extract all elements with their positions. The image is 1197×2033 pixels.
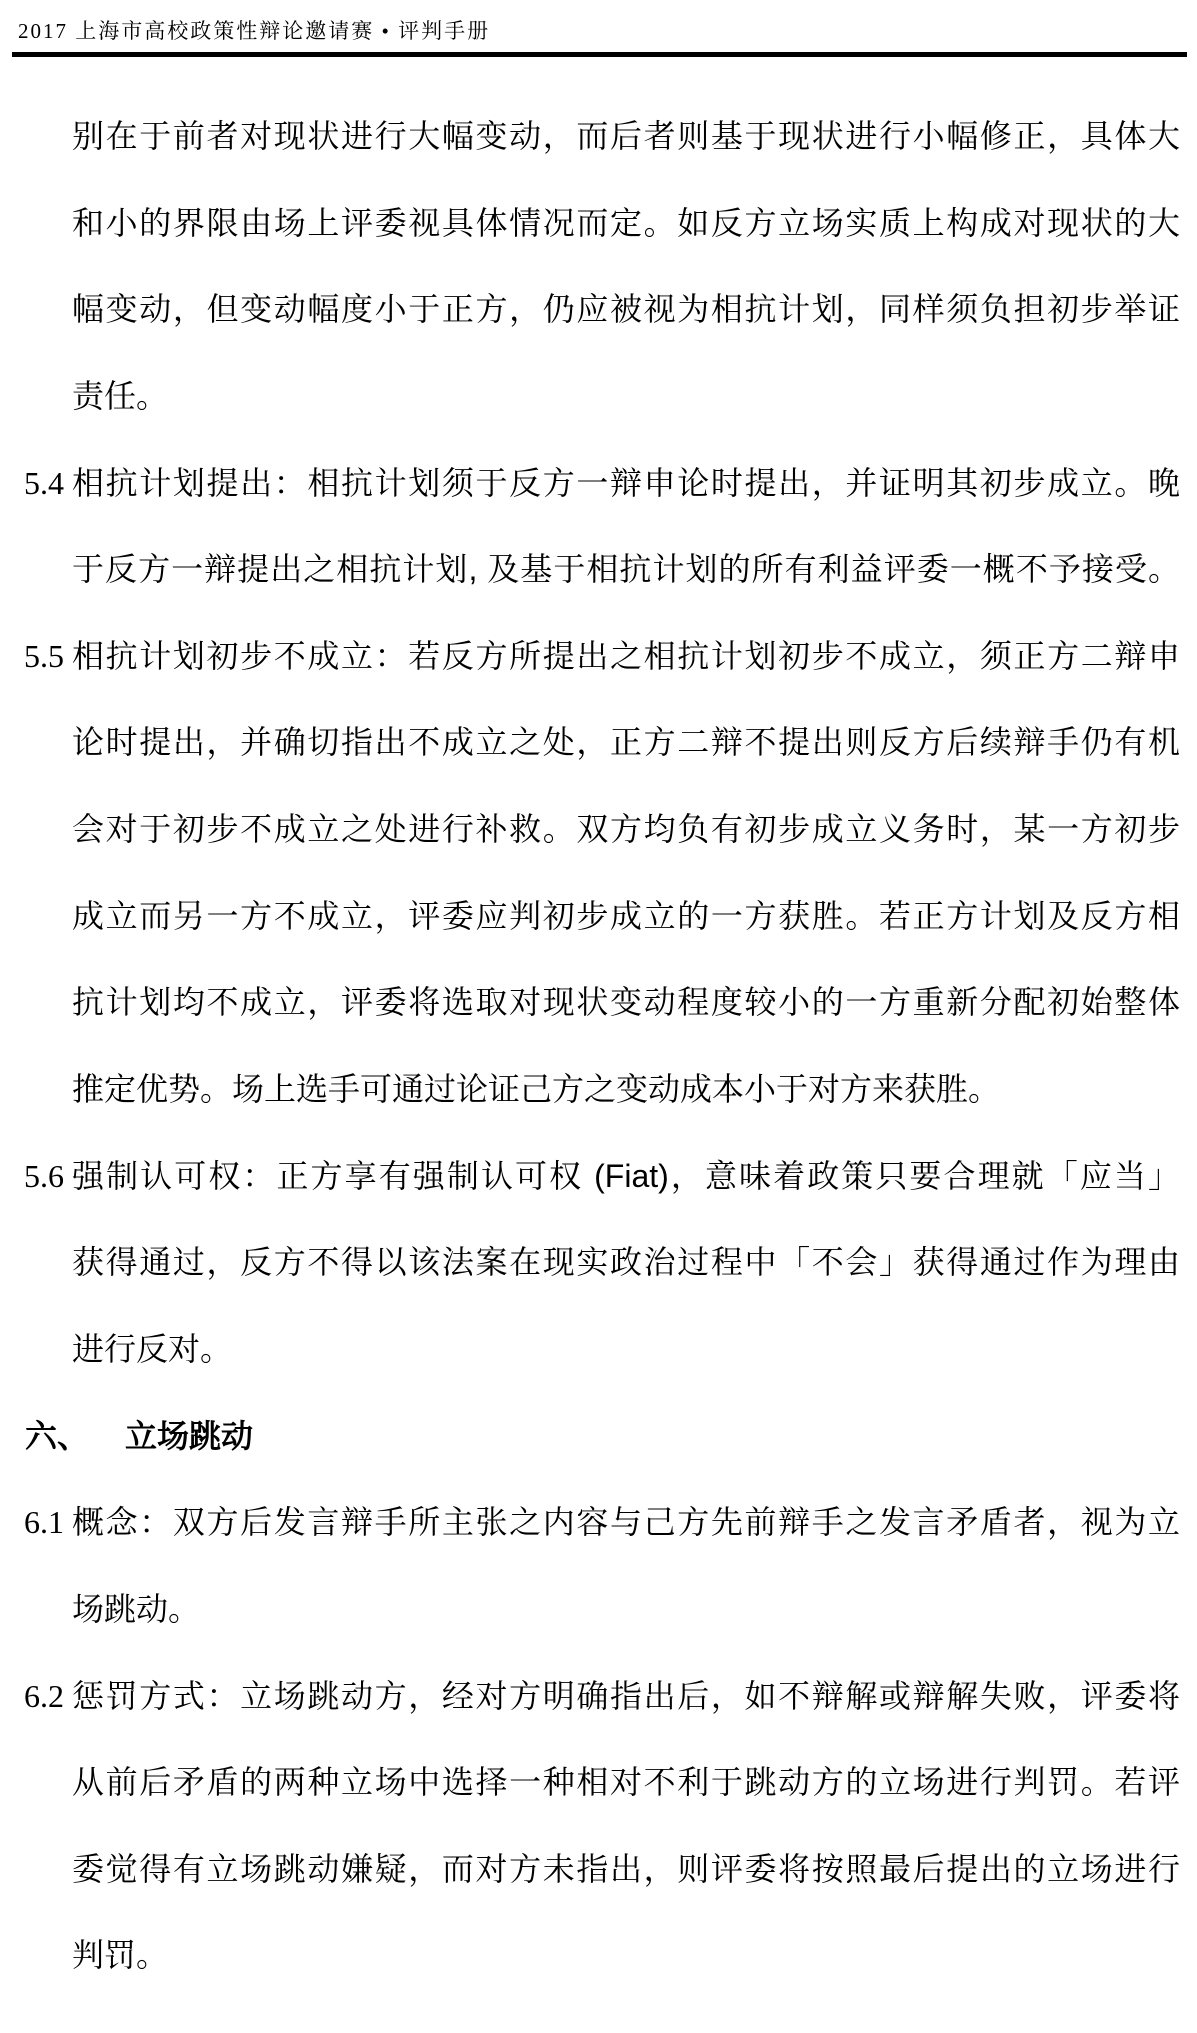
item-number: 5.5 xyxy=(24,637,64,674)
text-line: 惩罚方式：立场跳动方，经对方明确指出后，如不辩解或辩解失败，评委将 xyxy=(72,1677,1180,1714)
doc-line xyxy=(0,180,1197,267)
text-line: 别在于前者对现状进行大幅变动，而后者则基于现状进行小幅修正，具体大 xyxy=(72,118,1180,154)
doc-line xyxy=(0,959,1197,1046)
doc-line xyxy=(0,1653,1197,1740)
text-line: 抗计划均不成立，评委将选取对现状变动程度较小的一方重新分配初始整体 xyxy=(72,984,1180,1021)
text-line: 获得通过，反方不得以该法案在现实政治过程中「不会」获得通过作为理由 xyxy=(72,1244,1180,1281)
text-line: 论时提出，并确切指出不成立之处，正方二辩不提出则反方后续辩手仍有机 xyxy=(72,724,1180,761)
document-body xyxy=(0,93,1197,1999)
doc-line xyxy=(0,1739,1197,1826)
text-line: 于反方一辩提出之相抗计划, 及基于相抗计划的所有利益评委一概不予接受。 xyxy=(72,551,1180,588)
doc-line xyxy=(0,699,1197,786)
doc-line xyxy=(0,353,1197,440)
doc-line xyxy=(0,786,1197,873)
section-heading xyxy=(0,1393,1197,1480)
text-line: 推定优势。场上选手可通过论证己方之变动成本小于对方来获胜。 xyxy=(72,1071,1001,1108)
text-line: 强制认可权：正方享有强制认可权 (Fiat)，意味着政策只要合理就「应当」 xyxy=(72,1157,1180,1194)
doc-line xyxy=(0,1306,1197,1393)
text-line: 责任。 xyxy=(72,377,169,414)
header-title: 2017 上海市高校政策性辩论邀请赛 • 评判手册 xyxy=(18,19,491,43)
text-line: 和小的界限由场上评委视具体情况而定。如反方立场实质上构成对现状的大 xyxy=(72,204,1180,241)
header-rule xyxy=(12,52,1187,57)
text-line: 相抗计划初步不成立：若反方所提出之相抗计划初步不成立，须正方二辩申 xyxy=(72,637,1180,674)
section-number: 六、 xyxy=(25,1417,90,1454)
doc-line xyxy=(0,1912,1197,1999)
doc-line xyxy=(0,440,1197,527)
text-line: 判罚。 xyxy=(72,1937,169,1974)
text-line: 进行反对。 xyxy=(72,1330,233,1367)
text-line: 委觉得有立场跳动嫌疑，而对方未指出，则评委将按照最后提出的立场进行 xyxy=(72,1850,1180,1887)
doc-line xyxy=(0,526,1197,613)
item-number: 6.2 xyxy=(24,1677,64,1714)
doc-line xyxy=(0,613,1197,700)
doc-line xyxy=(0,1826,1197,1913)
text-line: 从前后矛盾的两种立场中选择一种相对不利于跳动方的立场进行判罚。若评 xyxy=(72,1764,1180,1801)
doc-line xyxy=(0,266,1197,353)
text-line: 幅变动，但变动幅度小于正方，仍应被视为相抗计划，同样须负担初步举证 xyxy=(72,291,1180,328)
doc-line xyxy=(0,93,1197,180)
text-line: 相抗计划提出：相抗计划须于反方一辩申论时提出，并证明其初步成立。晚 xyxy=(72,464,1180,501)
doc-line xyxy=(0,1133,1197,1220)
doc-line xyxy=(0,1566,1197,1653)
item-number: 5.4 xyxy=(24,464,64,501)
text-line: 会对于初步不成立之处进行补救。双方均负有初步成立义务时，某一方初步 xyxy=(72,811,1180,848)
text-line: 概念：双方后发言辩手所主张之内容与己方先前辩手之发言矛盾者，视为立 xyxy=(72,1504,1180,1541)
text-line: 场跳动。 xyxy=(72,1590,201,1627)
text-line: 成立而另一方不成立，评委应判初步成立的一方获胜。若正方计划及反方相 xyxy=(72,897,1180,934)
text-line: 立场跳动 xyxy=(125,1417,254,1454)
item-number: 5.6 xyxy=(24,1157,64,1194)
doc-line xyxy=(0,1046,1197,1133)
item-number: 6.1 xyxy=(24,1504,64,1541)
doc-line xyxy=(0,873,1197,960)
doc-line xyxy=(0,1219,1197,1306)
doc-line xyxy=(0,1479,1197,1566)
